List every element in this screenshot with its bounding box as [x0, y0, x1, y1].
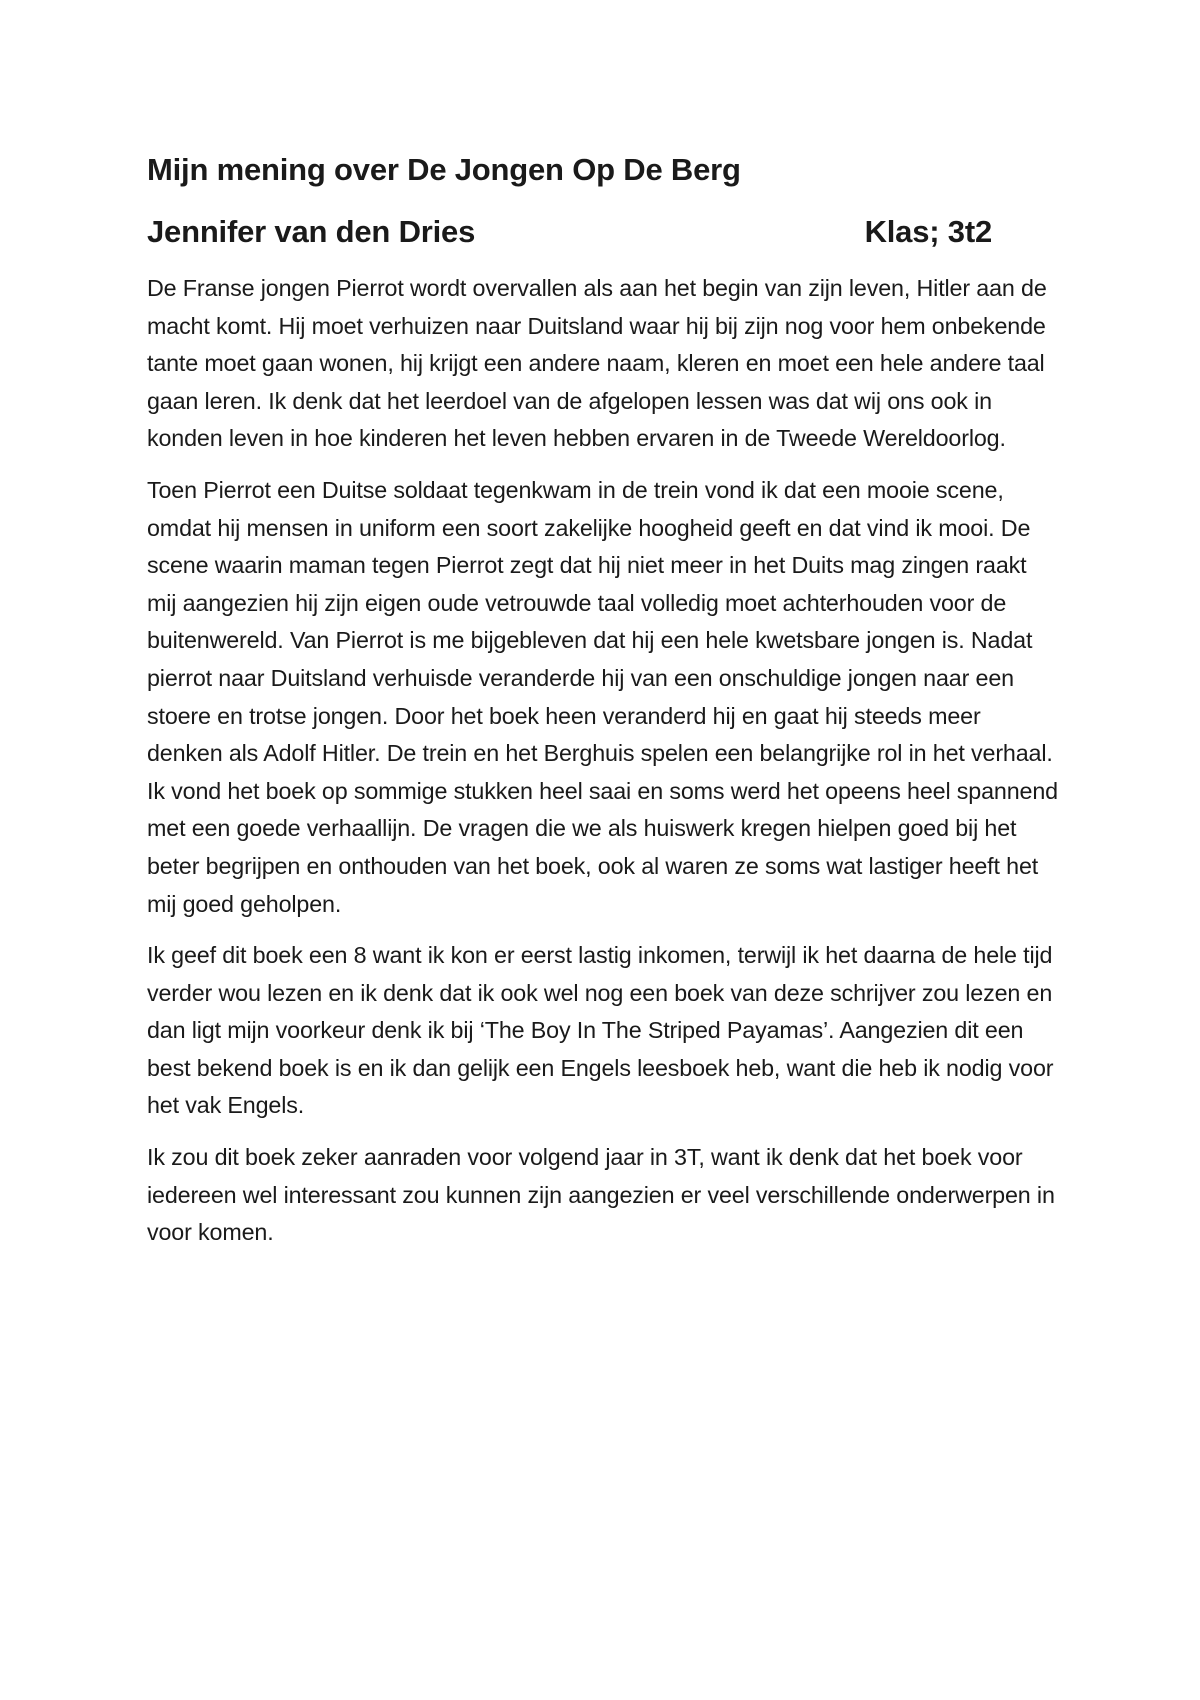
paragraph-recommendation: Ik zou dit boek zeker aanraden voor volgend jaar in 3T, want ik denk dat het boek voor iedereen wel interessant zou kunnen zijn aangezien er veel verschillende onderwerpen in voor komen. [147, 1144, 1055, 1246]
author-class-row [147, 212, 992, 252]
document-page [147, 150, 1062, 1266]
paragraph-rating: Ik geef dit boek een 8 want ik kon er eerst lastig inkomen, terwijl ik het daarna de hele tijd verder wou lezen en ik denk dat ik ook wel nog een boek van deze schrijver zou lezen en dan ligt mijn voorkeur denk ik bij ‘The Boy In The Striped Payamas’. Aangezien dit een best bekend boek is en ik dan gelijk een Engels leesboek heb, want die heb ik nodig voor het vak Engels. [147, 942, 1054, 1119]
class-label: Klas; 3t2 [864, 214, 992, 249]
document-title: Mijn mening over De Jongen Op De Berg [147, 152, 741, 187]
paragraph-opinion: Toen Pierrot een Duitse soldaat tegenkwam in de trein vond ik dat een mooie scene, omdat hij mensen in uniform een soort zakelijke hoogheid geeft en dat vind ik mooi. De scene waarin maman tegen Pierrot zegt dat hij niet meer in het Duits mag zingen raakt mij aangezien hij zijn eigen oude vetrouwde taal volledig moet achterhouden voor de buitenwereld. Van Pierrot is me bijgebleven dat hij een hele kwetsbare jongen is. Nadat pierrot naar Duitsland verhuisde veranderde hij van een onschuldige jongen naar een stoere en trotse jongen. Door het boek heen veranderd hij en gaat hij steeds meer denken als Adolf Hitler. De trein en het Berghuis spelen een belangrijke rol in het verhaal. Ik vond het boek op sommige stukken heel saai en soms werd het opeens heel spannend met een goede verhaallijn. De vragen die we als huiswerk kregen hielpen goed bij het beter begrijpen en onthouden van het boek, ook al waren ze soms wat lastiger heeft het mij goed geholpen. [147, 476, 1058, 917]
paragraph-intro: De Franse jongen Pierrot wordt overvallen als aan het begin van zijn leven, Hitler aan de macht komt. Hij moet verhuizen naar Duitsland waar hij bij zijn nog voor hem onbekende tante moet gaan wonen, hij krijgt een andere naam, kleren en moet een hele andere taal gaan leren. Ik denk dat het leerdoel van de afgelopen lessen was dat wij ons ook in konden leven in hoe kinderen het leven hebben ervaren in de Tweede Wereldoorlog. [147, 275, 1047, 452]
author-name: Jennifer van den Dries [147, 214, 476, 249]
